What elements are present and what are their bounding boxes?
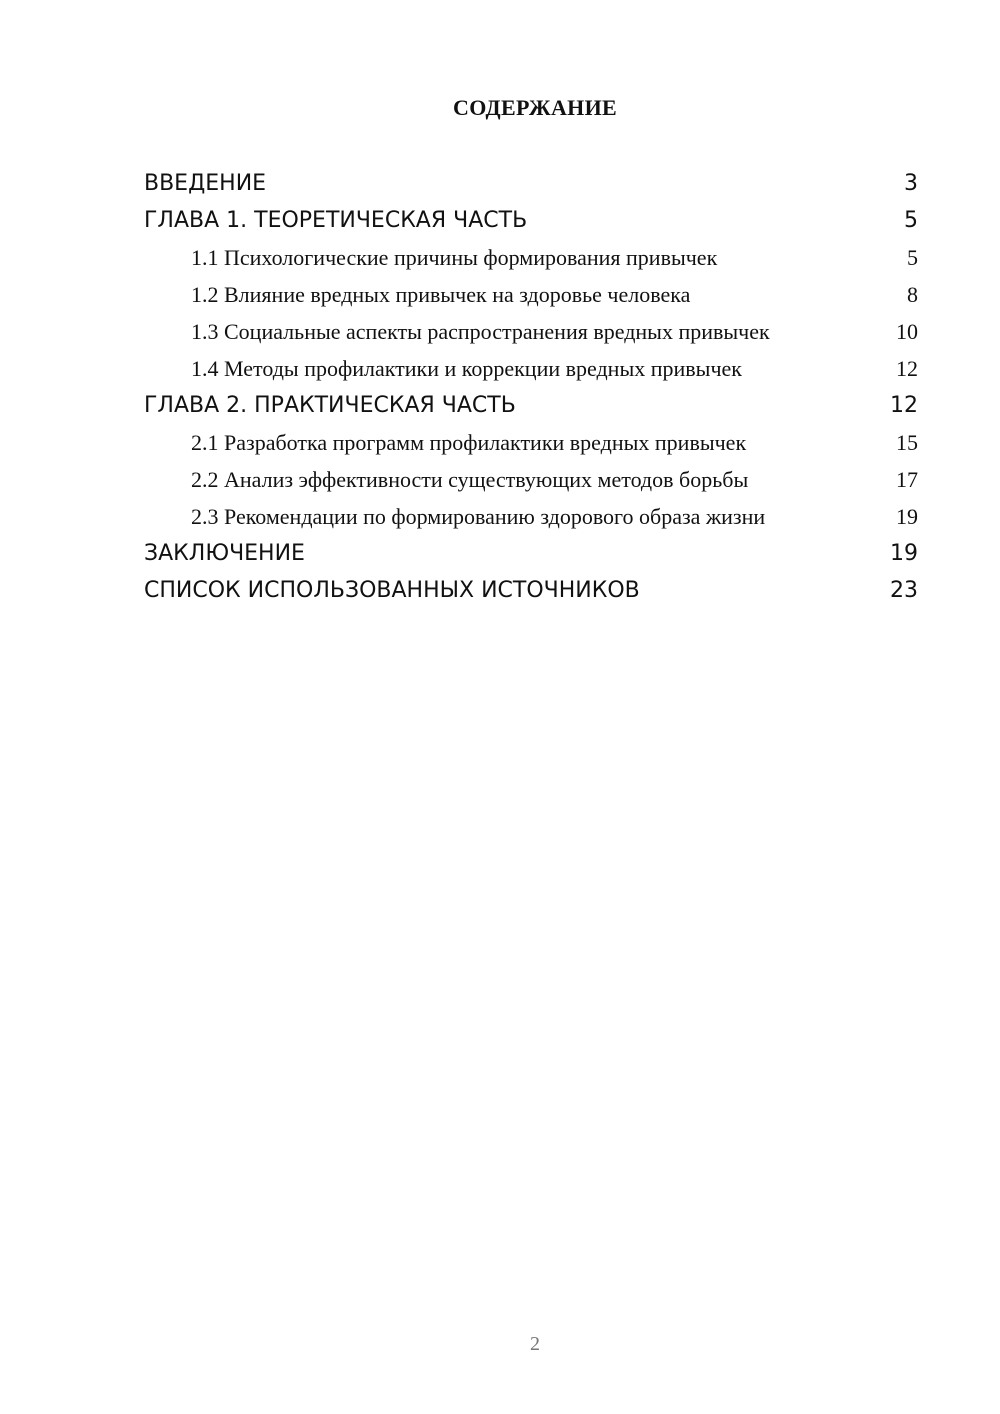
toc-entry-page: 5 [907, 245, 918, 270]
toc-entry-label: ГЛАВА 1. ТЕОРЕТИЧЕСКАЯ ЧАСТЬ [144, 208, 528, 233]
toc-entry-section-2-3 [144, 503, 918, 530]
toc-entry-introduction [144, 170, 918, 197]
toc-entry-page: 8 [907, 282, 918, 307]
toc-entry-label: 1.4 Методы профилактики и коррекции вредных привычек [191, 356, 742, 381]
toc-entry-conclusion [144, 540, 918, 567]
toc-entry-references [144, 577, 918, 604]
table-of-contents [144, 170, 918, 614]
toc-entry-label: 1.2 Влияние вредных привычек на здоровье человека [191, 282, 691, 307]
toc-entry-page: 3 [904, 171, 918, 196]
toc-title: СОДЕРЖАНИЕ [453, 95, 617, 120]
toc-entry-label: ГЛАВА 2. ПРАКТИЧЕСКАЯ ЧАСТЬ [144, 393, 516, 418]
toc-entry-chapter-1 [144, 207, 918, 234]
toc-entry-label: ВВЕДЕНИЕ [144, 171, 267, 196]
toc-entry-label: СПИСОК ИСПОЛЬЗОВАННЫХ ИСТОЧНИКОВ [144, 578, 640, 603]
toc-entry-page: 17 [896, 467, 918, 492]
toc-entry-section-1-1 [144, 244, 918, 271]
toc-entry-label: 2.1 Разработка программ профилактики вредных привычек [191, 430, 747, 455]
toc-entry-label: 1.1 Психологические причины формирования привычек [191, 245, 718, 270]
toc-entry-label: 2.2 Анализ эффективности существующих методов борьбы [191, 467, 749, 492]
toc-entry-section-1-3 [144, 318, 918, 345]
toc-entry-page: 23 [890, 578, 918, 603]
toc-entry-page: 19 [896, 504, 918, 529]
toc-entry-page: 5 [904, 208, 918, 233]
toc-entry-label: 2.3 Рекомендации по формированию здорового образа жизни [191, 504, 766, 529]
toc-entry-page: 19 [890, 541, 918, 566]
toc-entry-label: ЗАКЛЮЧЕНИЕ [144, 541, 305, 566]
toc-entry-section-2-1 [144, 429, 918, 456]
toc-entry-label: 1.3 Социальные аспекты распространения вредных привычек [191, 319, 770, 344]
toc-entry-page: 10 [896, 319, 918, 344]
toc-entry-page: 12 [896, 356, 918, 381]
toc-entry-section-1-4 [144, 355, 918, 382]
toc-entry-chapter-2 [144, 392, 918, 419]
toc-entry-section-1-2 [144, 281, 918, 308]
toc-entry-page: 15 [896, 430, 918, 455]
toc-entry-section-2-2 [144, 466, 918, 493]
page-number: 2 [530, 1333, 540, 1355]
toc-entry-page: 12 [890, 393, 918, 418]
